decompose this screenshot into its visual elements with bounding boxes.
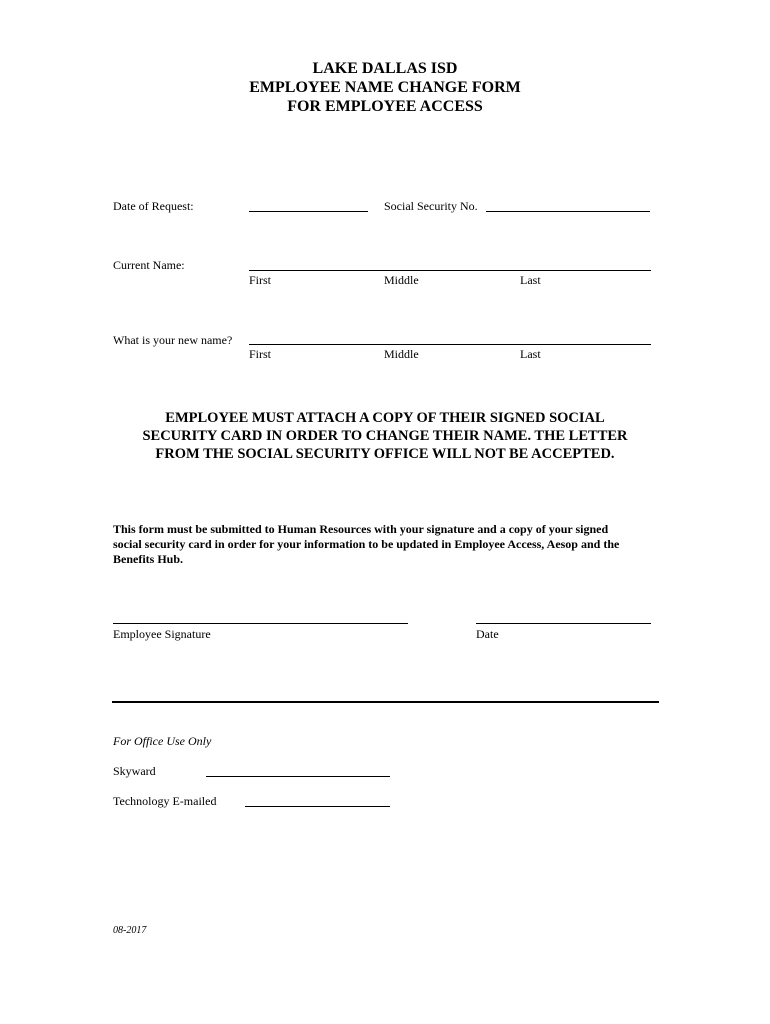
notice-line-2: SECURITY CARD IN ORDER TO CHANGE THEIR NAME. THE LETTER bbox=[142, 428, 628, 444]
technology-emailed-field[interactable] bbox=[245, 806, 390, 807]
ssn-label: Social Security No. bbox=[384, 199, 478, 213]
new-name-field[interactable] bbox=[249, 344, 651, 345]
skyward-field[interactable] bbox=[206, 776, 390, 777]
new-first-caption: First bbox=[249, 347, 272, 361]
date-of-request-field[interactable] bbox=[249, 211, 368, 212]
employee-signature-field[interactable] bbox=[113, 623, 408, 624]
current-name-label: Current Name: bbox=[113, 258, 185, 272]
signature-date-label: Date bbox=[476, 627, 499, 641]
instructions-line-3: Benefits Hub. bbox=[113, 552, 184, 566]
notice-line-1: EMPLOYEE MUST ATTACH A COPY OF THEIR SIGNED SOCIAL bbox=[165, 410, 605, 426]
notice-line-3: FROM THE SOCIAL SECURITY OFFICE WILL NOT BE ACCEPTED. bbox=[155, 446, 615, 462]
district-name: LAKE DALLAS ISD bbox=[312, 60, 458, 77]
form-title bbox=[0, 59, 770, 116]
signature-date-field[interactable] bbox=[476, 623, 651, 624]
office-use-heading: For Office Use Only bbox=[113, 734, 212, 748]
employee-signature-label: Employee Signature bbox=[113, 627, 211, 641]
office-use-divider bbox=[112, 701, 659, 703]
submission-instructions bbox=[113, 522, 673, 567]
ssn-field[interactable] bbox=[486, 211, 650, 212]
instructions-line-1: This form must be submitted to Human Resources with your signature and a copy of your signed bbox=[113, 522, 609, 536]
form-name: EMPLOYEE NAME CHANGE FORM bbox=[249, 79, 521, 96]
skyward-label: Skyward bbox=[113, 764, 156, 778]
current-name-field[interactable] bbox=[249, 270, 651, 271]
form-subtitle: FOR EMPLOYEE ACCESS bbox=[287, 98, 483, 115]
revision-date: 08-2017 bbox=[113, 925, 147, 936]
new-middle-caption: Middle bbox=[384, 347, 419, 361]
current-middle-caption: Middle bbox=[384, 273, 419, 287]
ssn-card-notice bbox=[100, 409, 670, 463]
date-of-request-label: Date of Request: bbox=[113, 199, 194, 213]
new-name-label: What is your new name? bbox=[113, 333, 233, 347]
technology-emailed-label: Technology E-mailed bbox=[113, 794, 217, 808]
instructions-line-2: social security card in order for your information to be updated in Employee Access, Aesop and the bbox=[113, 537, 620, 551]
current-last-caption: Last bbox=[520, 273, 541, 287]
new-last-caption: Last bbox=[520, 347, 541, 361]
current-first-caption: First bbox=[249, 273, 272, 287]
